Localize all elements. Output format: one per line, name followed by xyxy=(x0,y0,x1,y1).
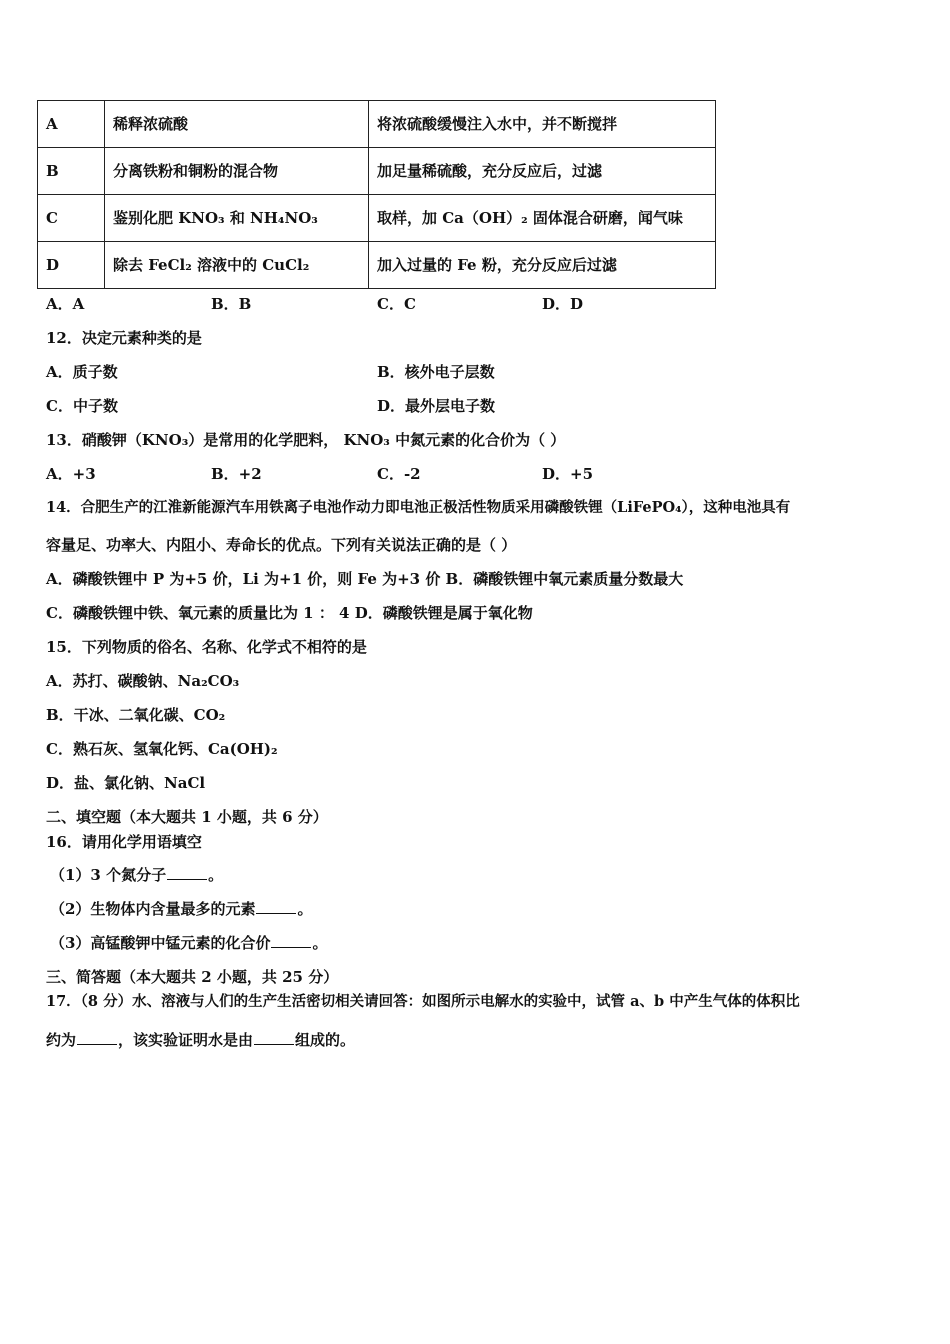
q14-options-line2[interactable]: C．磷酸铁锂中铁、氧元素的质量比为 1 ： 4 D．磷酸铁锂是属于氧化物 xyxy=(46,604,533,622)
row-purpose: 分离铁粉和铜粉的混合物 xyxy=(105,148,369,195)
q15-stem: 15．下列物质的俗名、名称、化学式不相符的是 xyxy=(46,638,367,656)
q14-stem-line2: 容量足、功率大、内阻小、寿命长的优点。下列有关说法正确的是（ ） xyxy=(46,536,517,554)
q13-option-d[interactable]: D．+5 xyxy=(542,465,594,483)
q14-options-line1[interactable]: A．磷酸铁锂中 P 为+5 价，Li 为+1 价，则 Fe 为+3 价 B．磷酸铁锂中氧元素质量分数最大 xyxy=(46,570,684,588)
row-method: 取样，加 Ca（OH）₂ 固体混合研磨，闻气味 xyxy=(369,195,716,242)
q17-line1: 17．（8 分）水、溶液与人们的生产生活密切相关请回答：如图所示电解水的实验中，试管 a、b 中产生气体的体积比 xyxy=(46,993,800,1010)
q12-stem: 12．决定元素种类的是 xyxy=(46,329,202,347)
answer-blank[interactable] xyxy=(254,1032,294,1045)
row-purpose: 鉴别化肥 KNO₃ 和 NH₄NO₃ xyxy=(105,195,369,242)
q12-option-a[interactable]: A．质子数 xyxy=(46,363,118,381)
row-label: C xyxy=(38,195,105,242)
q12-option-c[interactable]: C．中子数 xyxy=(46,397,118,415)
q15-option-a[interactable]: A．苏打、碳酸钠、Na₂CO₃ xyxy=(46,672,240,690)
answer-blank[interactable] xyxy=(256,901,296,914)
q13-option-b[interactable]: B．+2 xyxy=(211,465,262,483)
q11-option-a[interactable]: A．A xyxy=(46,295,85,313)
row-purpose: 稀释浓硫酸 xyxy=(105,101,369,148)
section-heading-fill-in: 二、填空题（本大题共 1 小题，共 6 分） xyxy=(46,808,328,826)
row-method: 将浓硫酸缓慢注入水中，并不断搅拌 xyxy=(369,101,716,148)
row-label: A xyxy=(38,101,105,148)
q11-options-table xyxy=(37,100,716,289)
q11-option-b[interactable]: B．B xyxy=(211,295,252,313)
q16-item-1: （1）3 个氮分子 。 xyxy=(50,866,224,884)
q13-option-a[interactable]: A．+3 xyxy=(46,465,96,483)
row-label: B xyxy=(38,148,105,195)
section-heading-short-answer: 三、简答题（本大题共 2 小题，共 25 分） xyxy=(46,968,339,986)
table-row xyxy=(38,101,716,148)
q17-line2: 约为 ，该实验证明水是由 组成的。 xyxy=(46,1031,356,1049)
table-row xyxy=(38,148,716,195)
q16-item-2: （2）生物体内含量最多的元素 。 xyxy=(50,900,313,918)
q12-option-b[interactable]: B．核外电子层数 xyxy=(377,363,495,381)
row-method: 加足量稀硫酸，充分反应后，过滤 xyxy=(369,148,716,195)
q11-option-d[interactable]: D．D xyxy=(542,295,584,313)
row-purpose: 除去 FeCl₂ 溶液中的 CuCl₂ xyxy=(105,242,369,289)
table-row xyxy=(38,242,716,289)
q16-item-3: （3）高锰酸钾中锰元素的化合价 。 xyxy=(50,934,328,952)
row-label: D xyxy=(38,242,105,289)
answer-blank[interactable] xyxy=(77,1032,117,1045)
q12-option-d[interactable]: D．最外层电子数 xyxy=(377,397,496,415)
q15-option-d[interactable]: D．盐、氯化钠、NaCl xyxy=(46,774,206,792)
row-method: 加入过量的 Fe 粉，充分反应后过滤 xyxy=(369,242,716,289)
q11-option-c[interactable]: C．C xyxy=(377,295,416,313)
q13-stem: 13．硝酸钾（KNO₃）是常用的化学肥料， KNO₃ 中氮元素的化合价为（ ） xyxy=(46,431,566,449)
q14-stem-line1: 14．合肥生产的江淮新能源汽车用铁离子电池作动力即电池正极活性物质采用磷酸铁锂（LiFePO₄），这种电池具有 xyxy=(46,499,791,516)
q15-option-c[interactable]: C．熟石灰、氢氧化钙、Ca(OH)₂ xyxy=(46,740,278,758)
q13-option-c[interactable]: C．-2 xyxy=(377,465,421,483)
q16-stem: 16．请用化学用语填空 xyxy=(46,833,202,851)
table-row xyxy=(38,195,716,242)
q15-option-b[interactable]: B．干冰、二氧化碳、CO₂ xyxy=(46,706,226,724)
answer-blank[interactable] xyxy=(271,935,311,948)
answer-blank[interactable] xyxy=(167,867,207,880)
